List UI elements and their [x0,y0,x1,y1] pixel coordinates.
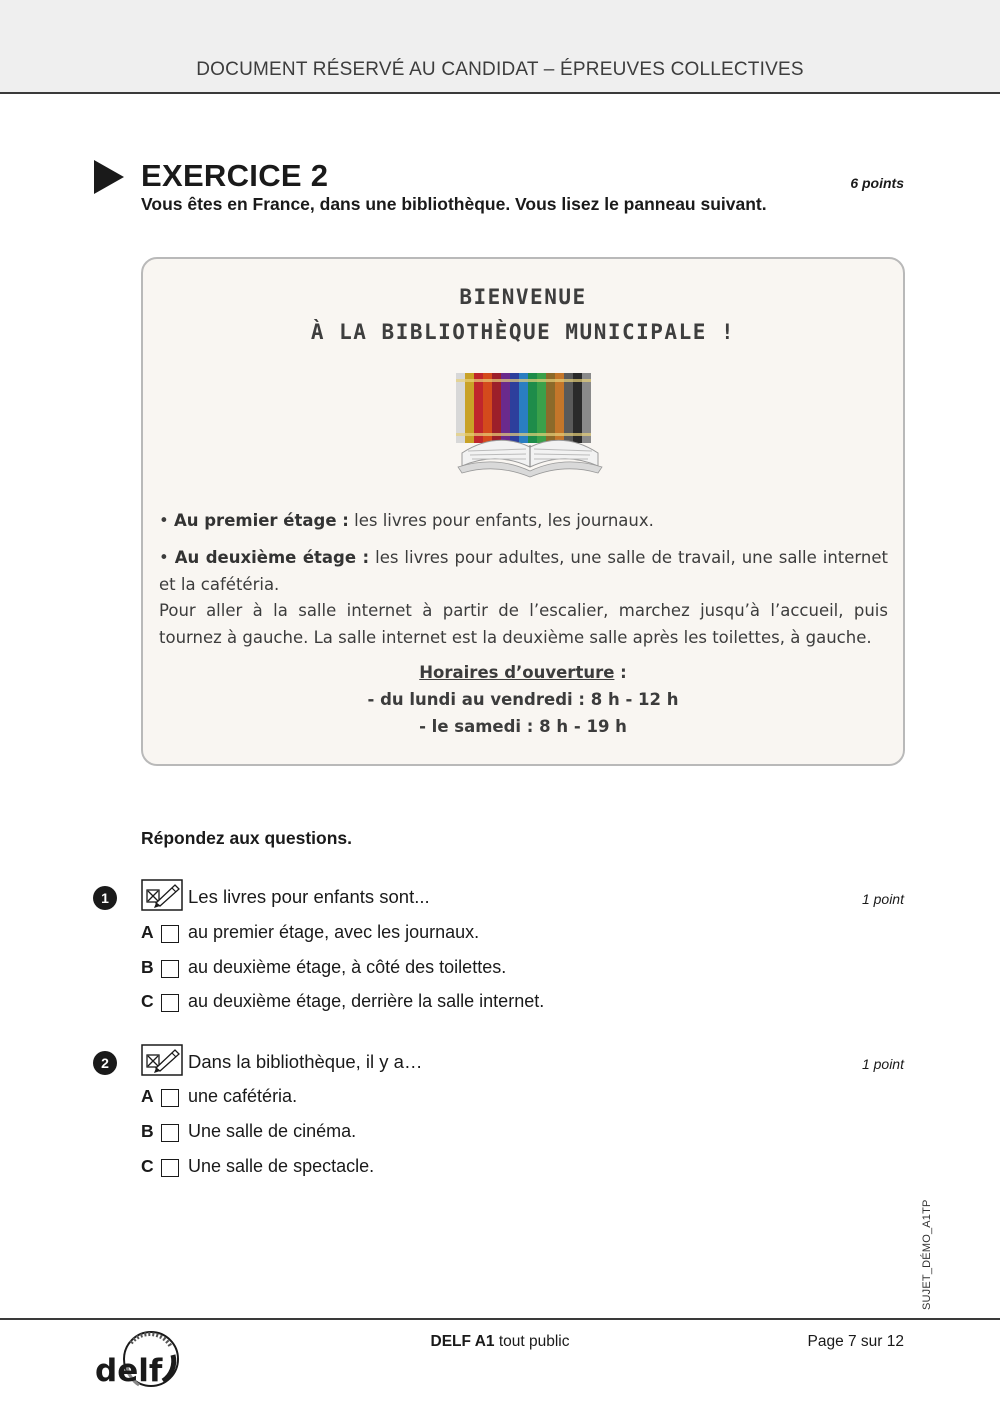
document-code: SUJET_DÉMO_A1TP [921,1199,933,1310]
option-checkbox[interactable] [161,960,179,978]
sign-title-line2: À LA BIBLIOTHÈQUE MUNICIPALE ! [310,320,736,344]
tick-box-pencil-icon [141,879,183,911]
option-letter: C [141,1156,154,1176]
footer-divider [0,1318,1000,1320]
sign-item-second-floor: • Au deuxième étage : les livres pour adultes, une salle de travail, une salle internet et la cafétéria. [159,548,888,594]
sign-title-line1: BIENVENUE [459,285,587,309]
question-points: 1 point [861,1056,904,1072]
option-letter: B [141,1121,154,1141]
sign-item-first-floor: • Au premier étage : les livres pour enfants, les journaux. [159,511,654,530]
question-text: Les livres pour enfants sont... [188,886,430,907]
option-letter: A [141,1086,154,1106]
exercise-instruction: Vous êtes en France, dans une bibliothèque. Vous lisez le panneau suivant. [141,194,767,214]
first-floor-label: Au premier étage : [173,511,349,530]
option-text: une cafétéria. [188,1086,298,1106]
option-text: au deuxième étage, derrière la salle internet. [188,991,545,1011]
second-floor-text: les livres pour adultes, une salle de travail, une salle internet et la cafétéria. [159,548,888,594]
exam-level: DELF A1 [430,1333,495,1350]
question-text: Dans la bibliothèque, il y a… [188,1051,423,1072]
first-floor-text: les livres pour enfants, les journaux. [348,511,654,530]
option-text: Une salle de spectacle. [188,1156,375,1176]
sign-directions: Pour aller à la salle internet à partir de l’escalier, marchez jusqu’à l’accueil, puis tournez à gauche. La salle internet est la deuxième salle après les toilettes, à gauche. [159,601,888,647]
option-letter: A [141,922,154,942]
question-number: 2 [93,1051,117,1075]
second-floor-label: Au deuxième étage : [174,548,370,567]
exercise-points: 6 points [850,175,904,191]
option-checkbox[interactable] [161,1124,179,1142]
header-title: DOCUMENT RÉSERVÉ AU CANDIDAT – ÉPREUVES COLLECTIVES [196,59,804,80]
page-number: Page 7 sur 12 [807,1333,904,1350]
option-checkbox[interactable] [161,1159,179,1177]
option-letter: C [141,991,154,1011]
exercise-title: EXERCICE 2 [141,158,329,193]
logo-text: delf [95,1353,163,1389]
option-text: au premier étage, avec les journaux. [188,922,480,942]
question-number: 1 [93,886,117,910]
option-text: au deuxième étage, à côté des toilettes. [188,957,507,977]
option-letter: B [141,957,154,977]
play-arrow-icon [94,160,124,194]
option-checkbox[interactable] [161,925,179,943]
hours-weekdays: - du lundi au vendredi : 8 h - 12 h [367,690,679,709]
question-points: 1 point [861,891,904,907]
option-text: Une salle de cinéma. [188,1121,357,1141]
tick-box-pencil-icon [141,1044,183,1076]
library-sign-panel [141,257,905,766]
books-illustration [448,371,613,481]
questions-intro: Répondez aux questions. [141,828,352,848]
opening-hours-title [143,663,903,682]
option-checkbox[interactable] [161,994,179,1012]
exam-audience: tout public [494,1333,570,1350]
opening-hours-colon: : [614,663,627,682]
option-checkbox[interactable] [161,1089,179,1107]
hours-saturday: - le samedi : 8 h - 19 h [419,717,627,736]
opening-hours-label: Horaires d’ouverture [419,663,615,682]
